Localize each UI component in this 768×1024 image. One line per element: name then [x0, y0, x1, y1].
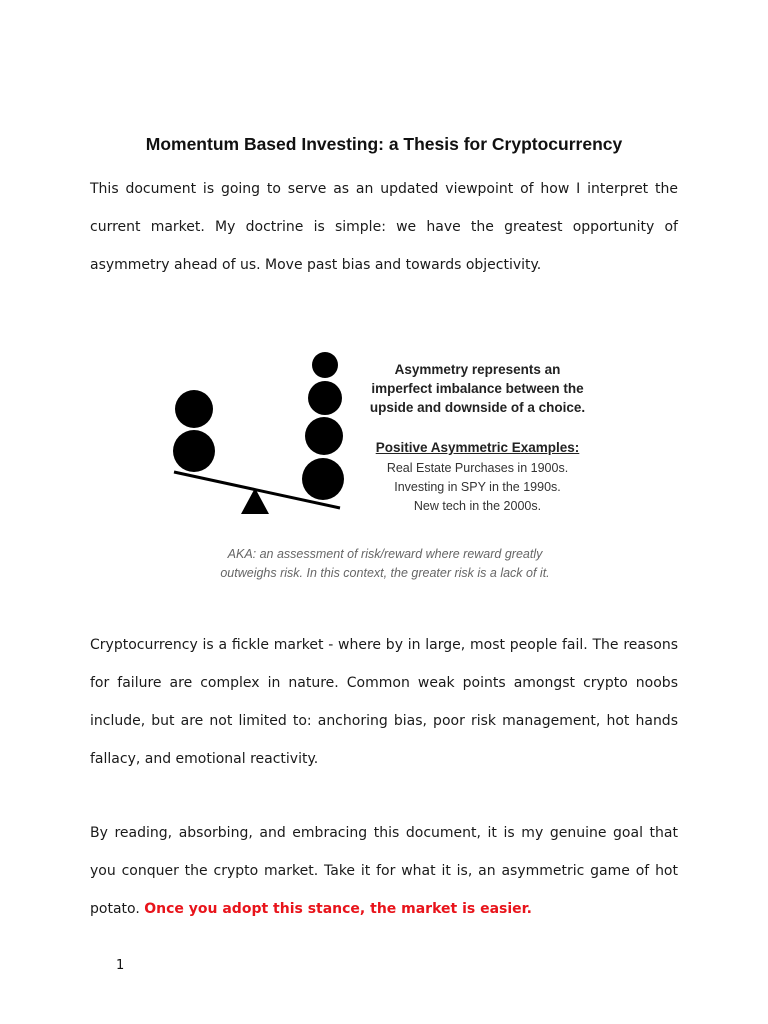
highlighted-statement: Once you adopt this stance, the market is easier.	[144, 901, 532, 917]
figure-heading-line: Asymmetry represents an	[394, 362, 561, 377]
page-number: 1	[116, 958, 125, 973]
goal-paragraph	[90, 814, 678, 928]
example-item: New tech in the 2000s.	[413, 499, 542, 513]
example-item: Investing in SPY in the 1990s.	[394, 480, 561, 494]
caption-line: AKA: an assessment of risk/reward where reward greatly	[227, 547, 543, 561]
asymmetry-figure	[0, 340, 768, 590]
right-weight-3	[305, 417, 343, 455]
failure-paragraph: Cryptocurrency is a fickle market - where by in large, most people fail. The reasons for failure are complex in nature. Common weak points amongst crypto noobs include, but are not limited to: anchoring bias, poor risk management, hot hands fallacy, and emotional reactivity.	[90, 637, 678, 767]
goal-text: By reading, absorbing, and embracing this document, it is my genuine goal that you conquer the crypto market. Take it for what it is, an asymmetric game of hot potato.	[90, 825, 678, 917]
caption-line: outweighs risk. In this context, the greater risk is a lack of it.	[220, 566, 550, 580]
example-item: Real Estate Purchases in 1900s.	[386, 461, 569, 475]
right-weight-4	[302, 458, 344, 500]
right-weight-2	[308, 381, 342, 415]
figure-heading-line: imperfect imbalance between the	[371, 381, 584, 396]
intro-paragraph: This document is going to serve as an updated viewpoint of how I interpret the current market. My doctrine is simple: we have the greatest opportunity of asymmetry ahead of us. Move past bias and towards objectivity.	[90, 181, 678, 273]
figure-caption	[150, 545, 620, 583]
right-weight-1	[312, 352, 338, 378]
left-weight-bottom	[173, 430, 215, 472]
figure-heading-line: upside and downside of a choice.	[369, 400, 586, 415]
left-weight-top	[175, 390, 213, 428]
figure-heading	[350, 360, 605, 417]
examples-list	[350, 459, 605, 516]
page-title: Momentum Based Investing: a Thesis for Cryptocurrency	[145, 134, 623, 154]
figure-subheading: Positive Asymmetric Examples:	[375, 440, 580, 455]
